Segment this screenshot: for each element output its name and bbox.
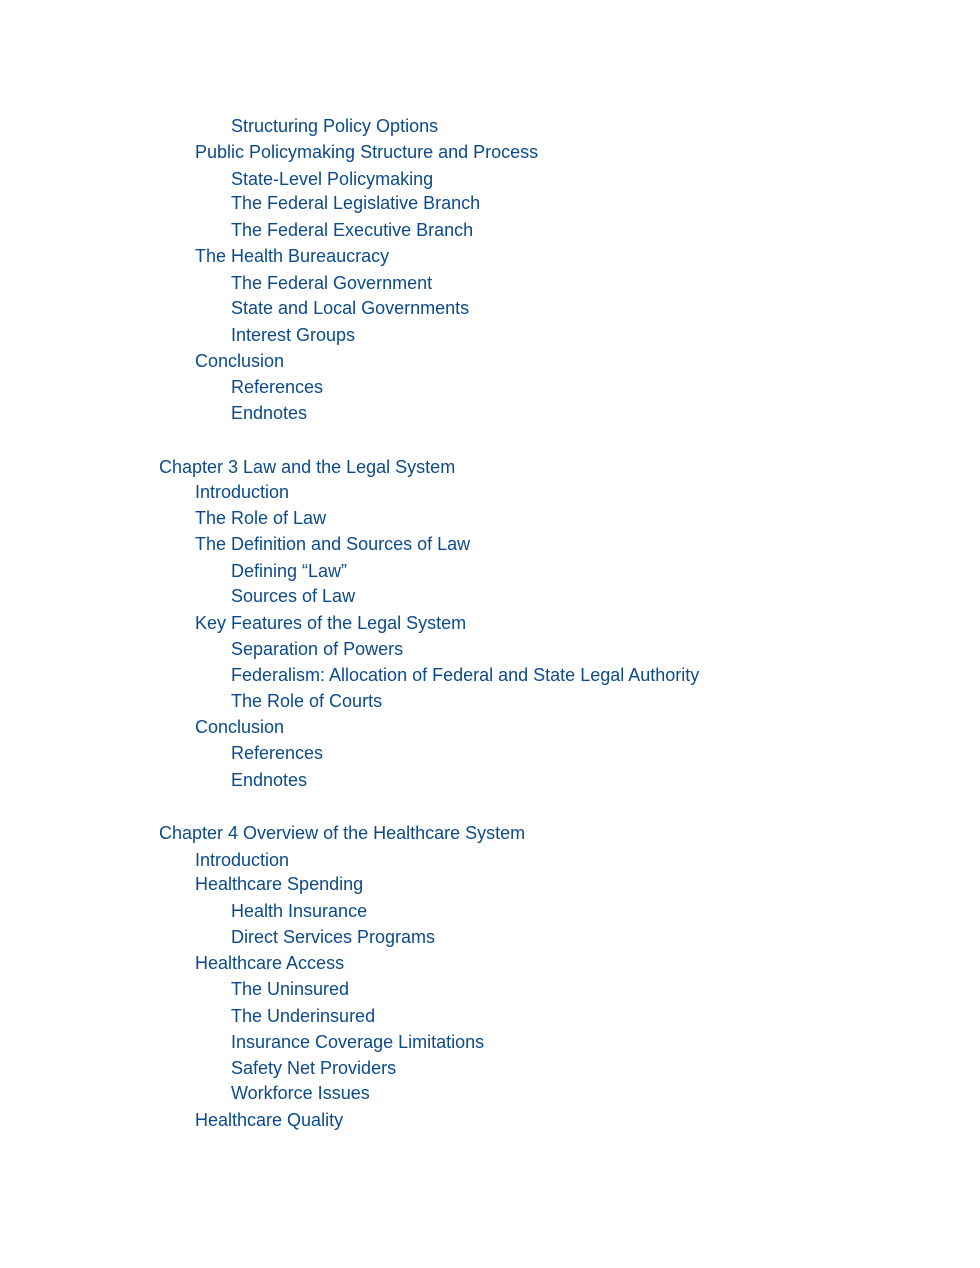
toc-section-link[interactable]: Introduction [195, 482, 290, 502]
toc-subsection-link[interactable]: Insurance Coverage Limitations [231, 1032, 485, 1052]
toc-section-link[interactable]: The Role of Law [195, 508, 327, 528]
toc-subsection-link[interactable]: The Underinsured [231, 1006, 376, 1026]
toc-subsection-link[interactable]: State-Level Policymaking [231, 169, 434, 189]
toc-section-link[interactable]: Conclusion [195, 351, 285, 371]
toc-section-link[interactable]: The Health Bureaucracy [195, 246, 390, 266]
toc-subsection-link[interactable]: The Federal Executive Branch [231, 220, 474, 240]
toc-subsection-link[interactable]: Endnotes [231, 770, 308, 790]
toc-subsection-link[interactable]: References [231, 743, 324, 763]
toc-section-link[interactable]: Public Policymaking Structure and Process [195, 142, 539, 162]
toc-subsection-link[interactable]: The Federal Government [231, 273, 433, 293]
toc-subsection-link[interactable]: Defining “Law” [231, 561, 348, 581]
toc-subsection-link[interactable]: Separation of Powers [231, 639, 404, 659]
toc-section-link[interactable]: Healthcare Quality [195, 1110, 344, 1130]
toc-section-link[interactable]: Key Features of the Legal System [195, 613, 467, 633]
toc-subsection-link[interactable]: Sources of Law [231, 586, 356, 606]
toc-subsection-link[interactable]: Interest Groups [231, 325, 356, 345]
toc-subsection-link[interactable]: State and Local Governments [231, 298, 470, 318]
toc-section-link[interactable]: Healthcare Access [195, 953, 345, 973]
toc-subsection-link[interactable]: Federalism: Allocation of Federal and State Legal Authority [231, 665, 700, 685]
toc-subsection-link[interactable]: Safety Net Providers [231, 1058, 397, 1078]
toc-section-link[interactable]: Introduction [195, 850, 290, 870]
toc-section-link[interactable]: Healthcare Spending [195, 874, 364, 894]
toc-subsection-link[interactable]: Health Insurance [231, 901, 368, 921]
toc-subsection-link[interactable]: Workforce Issues [231, 1083, 370, 1103]
toc-subsection-link[interactable]: The Federal Legislative Branch [231, 193, 481, 213]
toc-subsection-link[interactable]: The Role of Courts [231, 691, 383, 711]
toc-subsection-link[interactable]: The Uninsured [231, 979, 350, 999]
toc-subsection-link[interactable]: Structuring Policy Options [231, 116, 439, 136]
toc-subsection-link[interactable]: Endnotes [231, 403, 308, 423]
toc-section-link[interactable]: The Definition and Sources of Law [195, 534, 471, 554]
toc-chapter-link[interactable]: Chapter 4 Overview of the Healthcare System [159, 823, 526, 843]
toc-section-link[interactable]: Conclusion [195, 717, 285, 737]
toc-chapter-link[interactable]: Chapter 3 Law and the Legal System [159, 457, 456, 477]
toc-subsection-link[interactable]: Direct Services Programs [231, 927, 436, 947]
toc-subsection-link[interactable]: References [231, 377, 324, 397]
